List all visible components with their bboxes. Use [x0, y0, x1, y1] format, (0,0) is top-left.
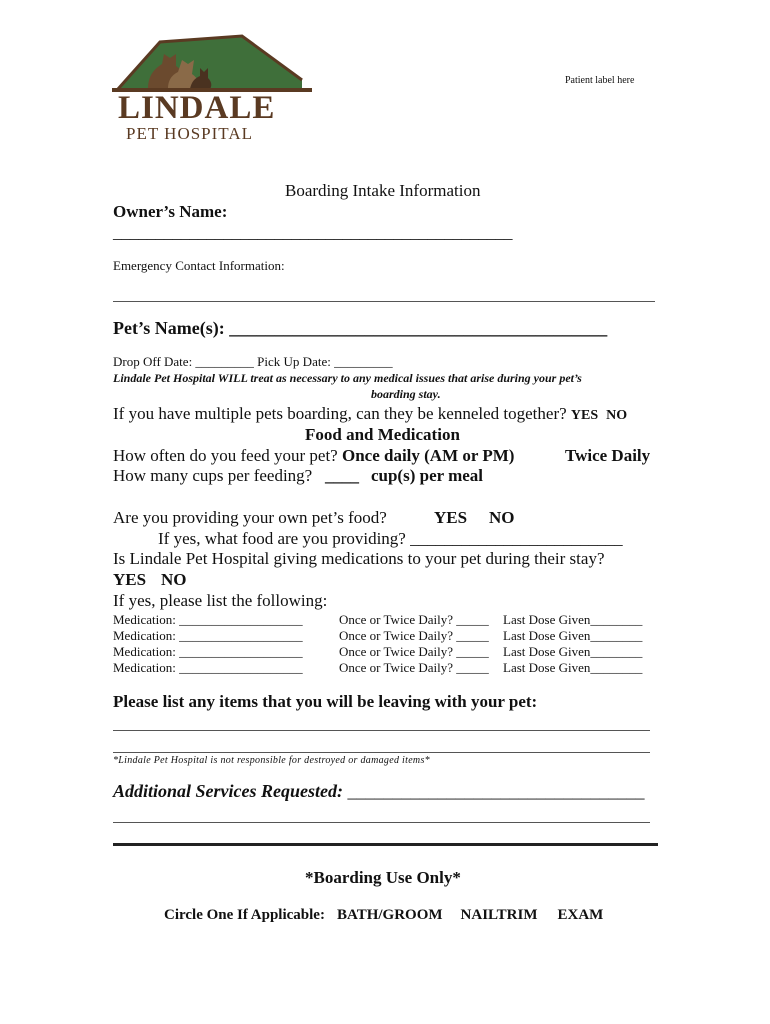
- meds-no[interactable]: NO: [161, 570, 187, 589]
- additional-services-label: Additional Services Requested:: [113, 781, 348, 801]
- patient-label: Patient label here: [565, 75, 635, 86]
- kennel-question: If you have multiple pets boarding, can they be kenneled together?: [113, 404, 571, 423]
- kennel-no[interactable]: NO: [606, 408, 628, 423]
- items-note: *Lindale Pet Hospital is not responsible for destroyed or damaged items*: [113, 755, 430, 766]
- feed-frequency-question: How often do you feed your pet?: [113, 446, 342, 465]
- additional-services-line[interactable]: _________________________________: [347, 781, 645, 801]
- medication-frequency[interactable]: Once or Twice Daily? _____: [339, 660, 489, 675]
- feed-twice-daily[interactable]: Twice Daily: [565, 446, 651, 465]
- medication-row[interactable]: Medication: ___________________: [113, 628, 303, 643]
- cups-row: [113, 466, 483, 486]
- option-exam[interactable]: EXAM: [557, 907, 604, 923]
- pets-name-line[interactable]: __________________________________________: [229, 318, 608, 338]
- items-line-2[interactable]: [113, 752, 650, 753]
- emergency-contact-line[interactable]: [113, 301, 655, 302]
- items-line-1[interactable]: [113, 730, 650, 731]
- section-divider: [113, 843, 658, 846]
- boarding-options-row: [164, 907, 603, 924]
- feed-frequency-row: [113, 446, 514, 466]
- form-title: Boarding Intake Information: [285, 181, 481, 200]
- disclaimer-line1: Lindale Pet Hospital WILL treat as necessary to any medical issues that arise during your pet’s: [113, 371, 582, 385]
- cups-question: How many cups per feeding?: [113, 466, 325, 485]
- feed-once-daily[interactable]: Once daily (AM or PM): [341, 446, 515, 465]
- medication-frequency[interactable]: Once or Twice Daily? _____: [339, 628, 489, 643]
- medication-frequency[interactable]: Once or Twice Daily? _____: [339, 612, 489, 627]
- own-food-no[interactable]: NO: [489, 508, 515, 527]
- owner-name-line[interactable]: _______________________________________________: [113, 223, 513, 242]
- dates-row[interactable]: Drop Off Date: _________ Pick Up Date: _________: [113, 354, 393, 369]
- pets-name-label: Pet’s Name(s):: [113, 318, 230, 338]
- own-food-question: Are you providing your own pet’s food?: [113, 508, 387, 527]
- medication-last-dose[interactable]: Last Dose Given________: [503, 660, 643, 675]
- food-type-question: If yes, what food are you providing?: [158, 529, 411, 548]
- items-heading: Please list any items that you will be leaving with your pet:: [113, 692, 538, 711]
- cups-blank[interactable]: ____: [324, 466, 359, 485]
- barn-with-dog-cat-icon: [112, 34, 312, 96]
- meds-list-prompt: If yes, please list the following:: [113, 591, 328, 610]
- kennel-question-row: [113, 404, 627, 424]
- owner-name-label: Owner’s Name:: [113, 202, 228, 221]
- meds-yes[interactable]: YES: [113, 570, 147, 589]
- own-food-yes[interactable]: YES: [434, 508, 468, 527]
- logo: [112, 34, 312, 144]
- medication-row[interactable]: Medication: ___________________: [113, 660, 303, 675]
- disclaimer-line2: boarding stay.: [371, 387, 441, 401]
- food-type-row: [158, 529, 623, 549]
- cups-unit: cup(s) per meal: [370, 466, 484, 485]
- kennel-yes[interactable]: YES: [570, 408, 599, 423]
- emergency-contact-label: Emergency Contact Information:: [113, 258, 285, 273]
- medication-last-dose[interactable]: Last Dose Given________: [503, 628, 643, 643]
- additional-services-line-2[interactable]: [113, 822, 650, 823]
- logo-subtitle: PET HOSPITAL: [126, 124, 253, 143]
- pets-name-row: [113, 318, 607, 339]
- food-type-line[interactable]: _________________________: [410, 529, 623, 548]
- circle-one-label: Circle One If Applicable:: [164, 907, 325, 923]
- meds-question: Is Lindale Pet Hospital giving medications to your pet during their stay?: [113, 549, 605, 568]
- logo-title: LINDALE: [118, 90, 276, 126]
- food-heading: Food and Medication: [305, 425, 460, 444]
- medication-last-dose[interactable]: Last Dose Given________: [503, 644, 643, 659]
- medication-row[interactable]: Medication: ___________________: [113, 612, 303, 627]
- boarding-heading: *Boarding Use Only*: [305, 868, 461, 887]
- medication-row[interactable]: Medication: ___________________: [113, 644, 303, 659]
- medication-frequency[interactable]: Once or Twice Daily? _____: [339, 644, 489, 659]
- option-nailtrim[interactable]: NAILTRIM: [460, 907, 538, 923]
- option-bath-groom[interactable]: BATH/GROOM: [336, 907, 443, 923]
- medication-last-dose[interactable]: Last Dose Given________: [503, 612, 643, 627]
- additional-services-row: [113, 781, 644, 802]
